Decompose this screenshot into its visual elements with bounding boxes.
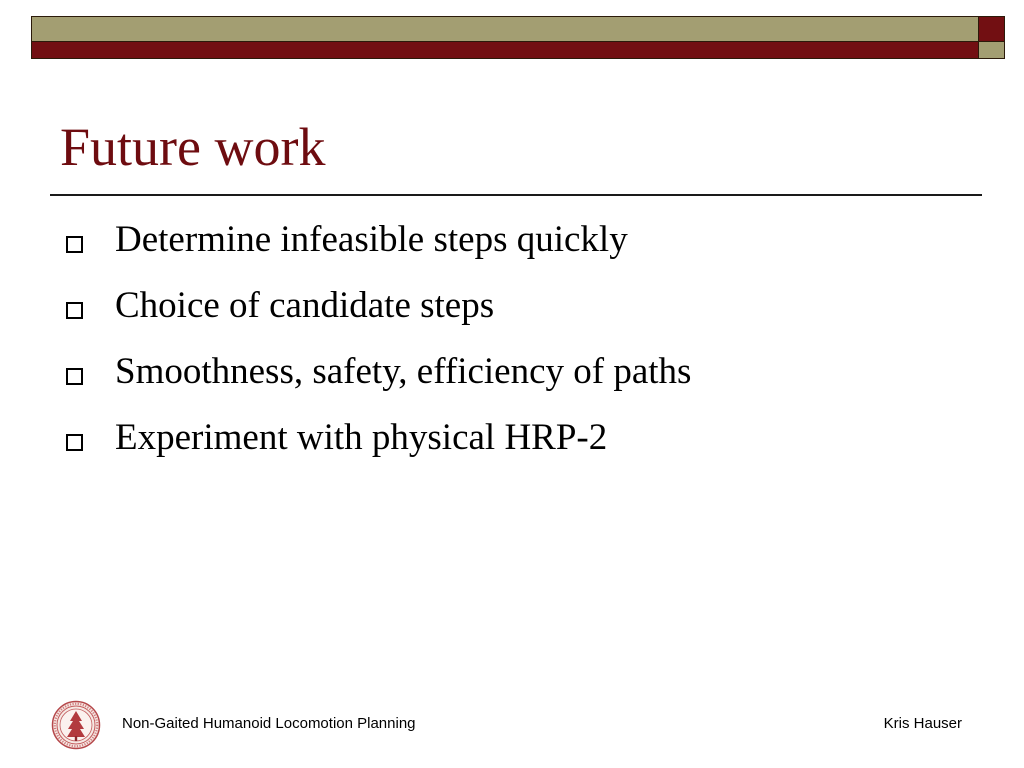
bullet-text: Smoothness, safety, efficiency of paths: [115, 351, 692, 392]
header-decoration-bar: [31, 16, 1005, 59]
footer-author: Kris Hauser: [883, 715, 962, 732]
slide-title: Future work: [60, 117, 326, 177]
bullet-text: Experiment with physical HRP-2: [115, 417, 608, 458]
hollow-square-bullet-icon: [66, 368, 83, 385]
header-square-maroon: [978, 17, 1004, 42]
title-divider: [50, 194, 982, 196]
footer-presentation-title: Non-Gaited Humanoid Locomotion Planning: [122, 715, 416, 732]
hollow-square-bullet-icon: [66, 236, 83, 253]
hollow-square-bullet-icon: [66, 434, 83, 451]
bullet-text: Determine infeasible steps quickly: [115, 219, 628, 260]
university-seal-icon: [51, 700, 101, 750]
bullet-text: Choice of candidate steps: [115, 285, 495, 326]
header-band-olive: [32, 17, 978, 42]
hollow-square-bullet-icon: [66, 302, 83, 319]
header-square-olive: [978, 42, 1004, 58]
header-band-maroon: [32, 42, 978, 58]
